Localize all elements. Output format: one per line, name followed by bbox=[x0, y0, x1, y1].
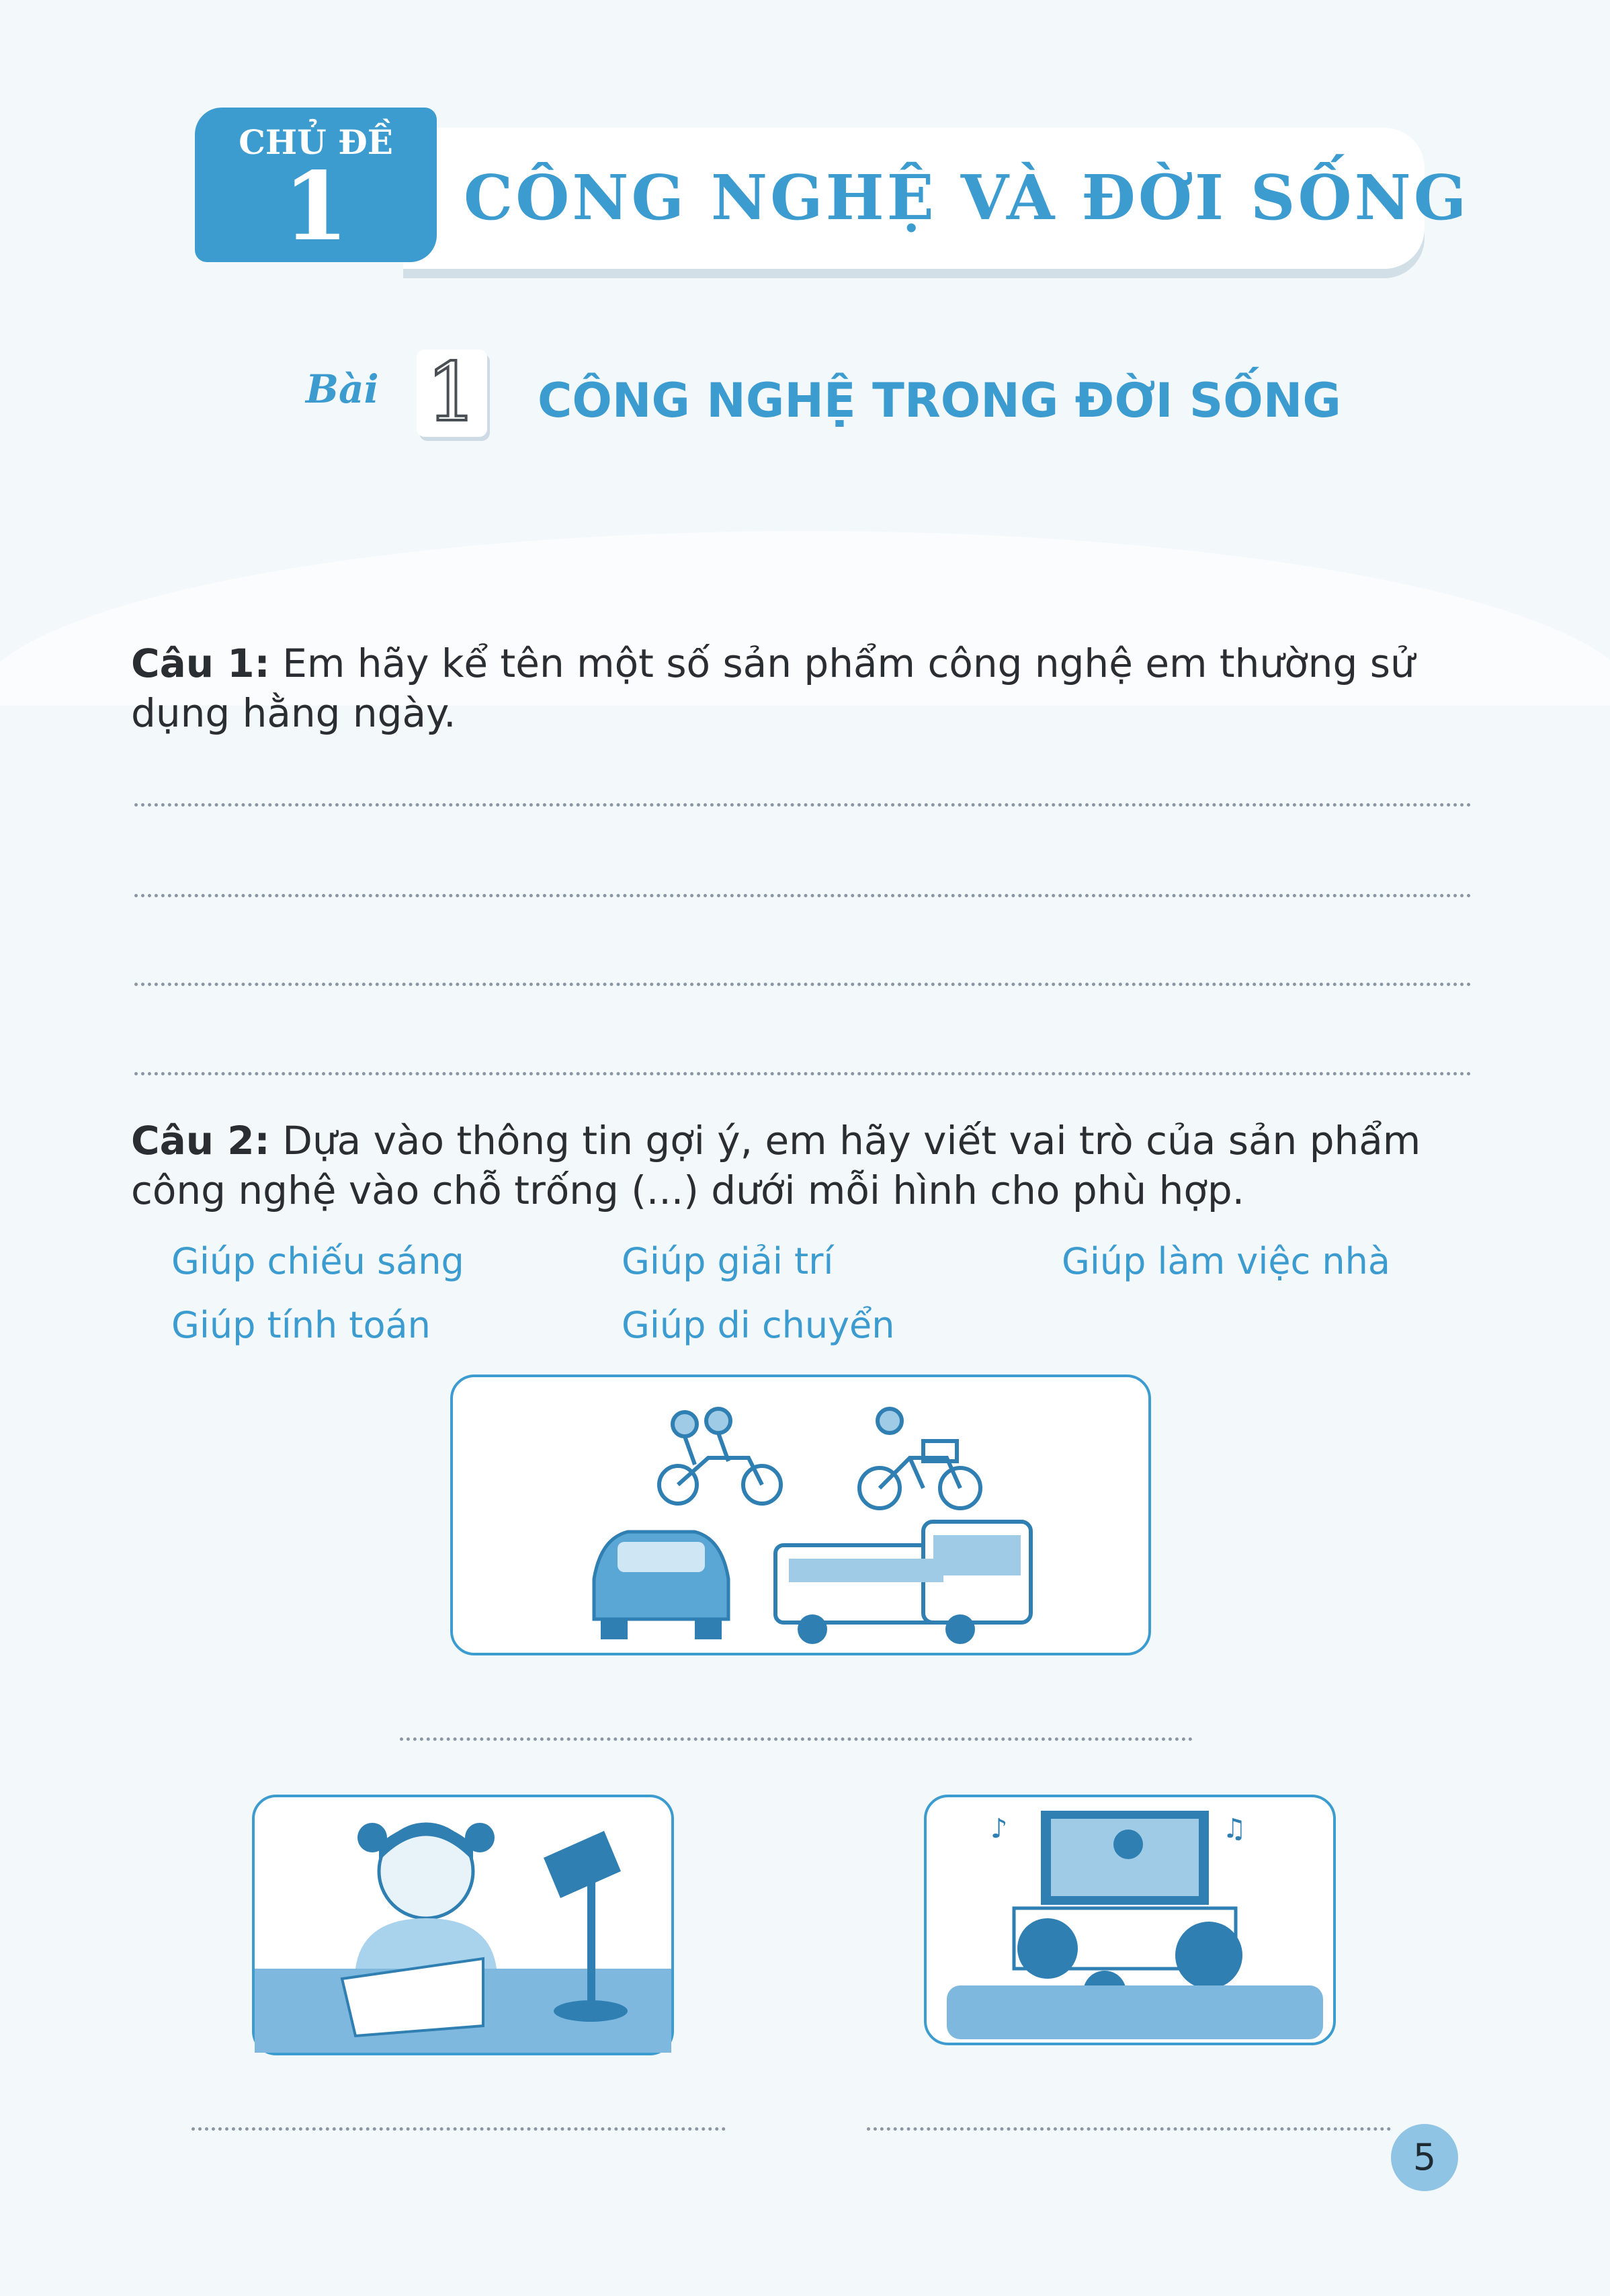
question-2 bbox=[131, 1116, 1475, 1215]
question-2-label: Câu 2: bbox=[131, 1118, 270, 1163]
hint-calculation: Giúp tính toán bbox=[171, 1304, 431, 1346]
question-1-label: Câu 1: bbox=[131, 641, 270, 686]
music-note-icon: ♫ bbox=[1222, 1813, 1246, 1844]
lesson-number: 1 bbox=[426, 346, 478, 440]
topic-badge bbox=[195, 108, 437, 262]
music-note-icon: ♪ bbox=[990, 1813, 1008, 1844]
answer-line[interactable] bbox=[134, 1072, 1472, 1075]
transport-vehicles-illustration bbox=[453, 1377, 1148, 1653]
question-1-text: Em hãy kể tên một số sản phẩm công nghệ em thường sử dụng hằng ngày. bbox=[131, 641, 1415, 736]
study-picture-frame bbox=[252, 1795, 674, 2055]
topic-number: 1 bbox=[283, 152, 349, 262]
family-watching-tv-illustration bbox=[927, 1797, 1333, 2043]
girl-figure bbox=[355, 1823, 497, 1969]
topic-title: CÔNG NGHỆ VÀ ĐỜI SỐNG bbox=[464, 161, 1470, 234]
answer-line[interactable] bbox=[134, 894, 1472, 897]
answer-line[interactable] bbox=[400, 1737, 1193, 1741]
bus-icon bbox=[775, 1522, 1031, 1644]
lesson-number-badge bbox=[417, 346, 487, 440]
topic-label: CHỦ ĐỀ bbox=[239, 122, 393, 162]
girl-with-desk-lamp-illustration bbox=[255, 1797, 671, 2053]
sofa bbox=[947, 1985, 1323, 2039]
motorbike-icon bbox=[659, 1409, 781, 1504]
hint-transport: Giúp di chuyển bbox=[622, 1304, 895, 1346]
hint-lighting: Giúp chiếu sáng bbox=[171, 1240, 464, 1282]
answer-line[interactable] bbox=[134, 983, 1472, 986]
page-number: 5 bbox=[1391, 2124, 1458, 2191]
answer-line[interactable] bbox=[134, 803, 1472, 807]
lesson-title: CÔNG NGHỆ TRONG ĐỜI SỐNG bbox=[538, 373, 1341, 428]
car-icon bbox=[594, 1532, 728, 1639]
tv-picture-frame bbox=[924, 1795, 1336, 2045]
bicycle-icon bbox=[859, 1409, 980, 1508]
answer-line[interactable] bbox=[192, 2127, 726, 2131]
question-2-text: Dựa vào thông tin gợi ý, em hãy viết vai trò của sản phẩm công nghệ vào chỗ trống (...) dưới mỗi hình cho phù hợp. bbox=[131, 1118, 1421, 1213]
transport-picture-frame bbox=[450, 1375, 1151, 1655]
lesson-word: Bài bbox=[306, 366, 379, 412]
hint-entertainment: Giúp giải trí bbox=[622, 1240, 834, 1282]
answer-line[interactable] bbox=[867, 2127, 1391, 2131]
tv-icon bbox=[1041, 1811, 1209, 1905]
question-1 bbox=[131, 639, 1475, 738]
hint-housework: Giúp làm việc nhà bbox=[1062, 1240, 1390, 1282]
